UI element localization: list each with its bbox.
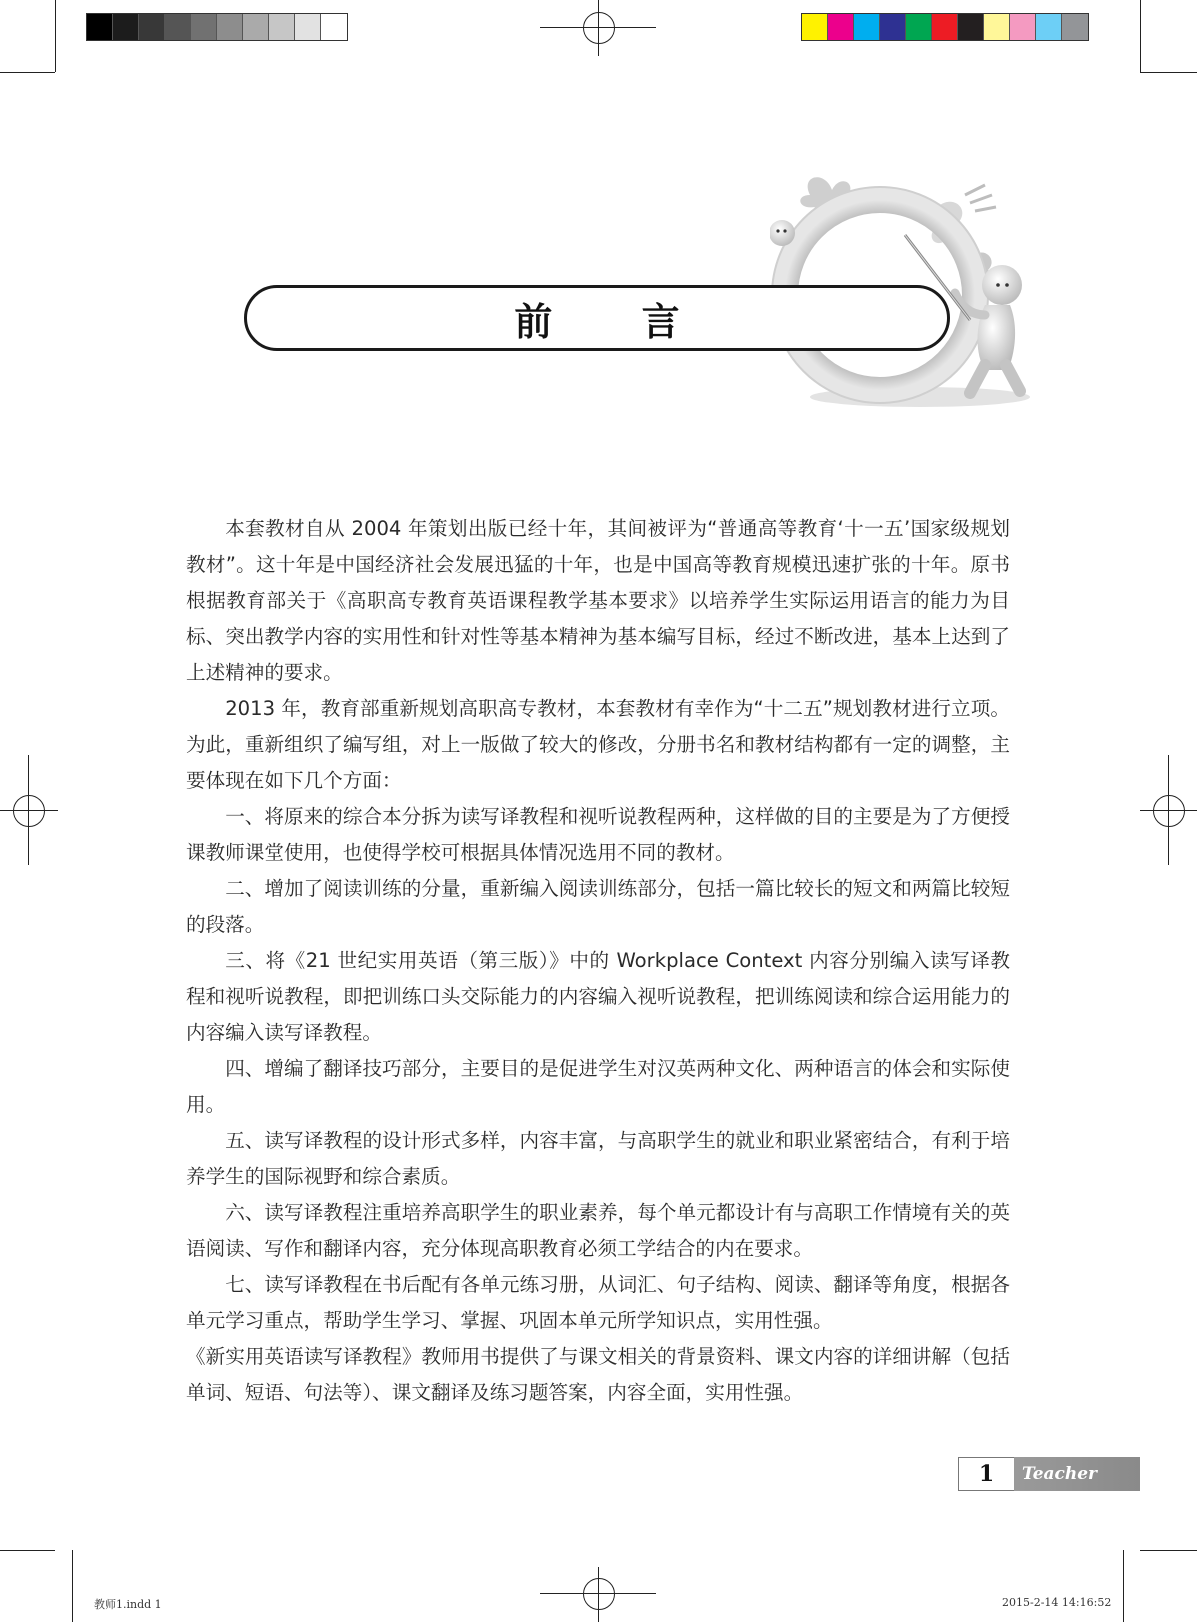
paragraph: 三、将《21 世纪实用英语（第三版）》中的 Workplace Context 内容分别编入读写译教程和视听说教程，即把训练口头交际能力的内容编入视听说教程，把训练阅读和综合运用能力的内容编入读写译教程。 bbox=[186, 949, 1010, 1044]
paragraph: 五、读写译教程的设计形式多样，内容丰富，与高职学生的就业和职业紧密结合，有利于培养学生的国际视野和综合素质。 bbox=[186, 1129, 1010, 1188]
paragraph: 一、将原来的综合本分拆为读写译教程和视听说教程两种，这样做的目的主要是为了方便授课教师课堂使用，也使得学校可根据具体情况选用不同的教材。 bbox=[186, 805, 1010, 864]
page-number-tag bbox=[958, 1457, 1140, 1491]
gray-swatch bbox=[243, 14, 269, 40]
color-swatch bbox=[1036, 14, 1062, 40]
paragraph: 本套教材自从 2004 年策划出版已经十年，其间被评为“普通高等教育‘十一五’国家级规划教材”。这十年是中国经济社会发展迅猛的十年，也是中国高等教育规模迅速扩张的十年。原书根据教育部关于《高职高专教育英语课程教学基本要求》以培养学生实际运用语言的能力为目标、突出教学内容的实用性和针对性等基本精神为基本编写目标，经过不断改进，基本上达到了上述精神的要求。 bbox=[186, 517, 1010, 684]
paragraph: 二、增加了阅读训练的分量，重新编入阅读训练部分，包括一篇比较长的短文和两篇比较短的段落。 bbox=[186, 877, 1010, 936]
gray-swatch bbox=[269, 14, 295, 40]
gray-swatch bbox=[139, 14, 165, 40]
paragraph: 七、读写译教程在书后配有各单元练习册，从词汇、句子结构、阅读、翻译等角度，根据各单元学习重点，帮助学生学习、掌握、巩固本单元所学知识点，实用性强。 bbox=[186, 1273, 1010, 1332]
preface-body bbox=[186, 511, 1010, 1411]
color-swatch bbox=[880, 14, 906, 40]
color-swatch bbox=[906, 14, 932, 40]
color-swatch bbox=[932, 14, 958, 40]
color-swatch bbox=[958, 14, 984, 40]
paragraph: 六、读写译教程注重培养高职学生的职业素养，每个单元都设计有与高职工作情境有关的英语阅读、写作和翻译内容，充分体现高职教育必须工学结合的内在要求。 bbox=[186, 1201, 1010, 1260]
color-swatch bbox=[802, 14, 828, 40]
slug-datetime: 2015-2-14 14:16:52 bbox=[1002, 1596, 1112, 1609]
gray-swatch bbox=[321, 14, 347, 40]
title-banner bbox=[244, 285, 950, 351]
gray-swatch bbox=[295, 14, 321, 40]
gray-swatch bbox=[191, 14, 217, 40]
page-number: 1 bbox=[958, 1457, 1014, 1491]
color-swatch bbox=[984, 14, 1010, 40]
color-swatch bbox=[1010, 14, 1036, 40]
color-swatch bbox=[854, 14, 880, 40]
color-bar bbox=[801, 13, 1089, 41]
color-swatch bbox=[828, 14, 854, 40]
slug-file: 教师1.indd 1 bbox=[94, 1598, 162, 1611]
paragraph: 四、增编了翻译技巧部分，主要目的是促进学生对汉英两种文化、两种语言的体会和实际使用。 bbox=[186, 1057, 1010, 1116]
gray-swatch bbox=[217, 14, 243, 40]
page-label: Teacher bbox=[1014, 1457, 1140, 1491]
gray-swatch bbox=[113, 14, 139, 40]
color-swatch bbox=[1062, 14, 1088, 40]
grayscale-bar bbox=[86, 13, 348, 41]
gray-swatch bbox=[165, 14, 191, 40]
gray-swatch bbox=[87, 14, 113, 40]
paragraph: 2013 年，教育部重新规划高职高专教材，本套教材有幸作为“十二五”规划教材进行立项。为此，重新组织了编写组，对上一版做了较大的修改，分册书名和教材结构都有一定的调整，主要体现在如下几个方面： bbox=[186, 697, 1010, 792]
paragraph: 《新实用英语读写译教程》教师用书提供了与课文相关的背景资料、课文内容的详细讲解（包括单词、短语、句法等）、课文翻译及练习题答案，内容全面，实用性强。 bbox=[186, 1345, 1010, 1404]
page-title: 前 言 bbox=[514, 299, 718, 344]
